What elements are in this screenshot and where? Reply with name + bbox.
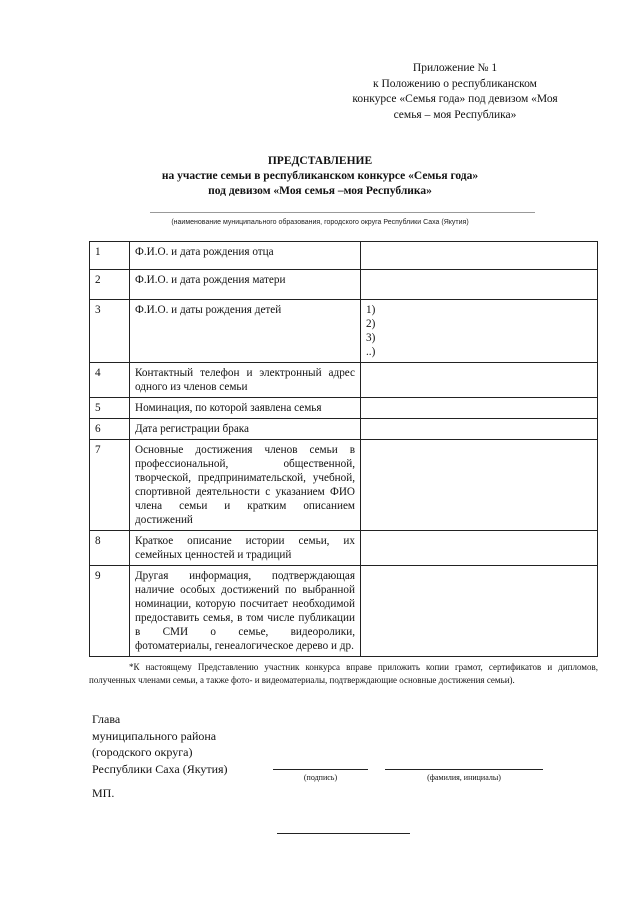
row-value-cell[interactable] <box>361 363 598 398</box>
appendix-line-3: конкурсе «Семья года» под девизом «Моя <box>352 93 558 105</box>
row-label: Ф.И.О. и даты рождения детей <box>130 300 361 363</box>
row-value-cell[interactable] <box>361 566 598 657</box>
signatory-line-1: Глава <box>92 712 121 726</box>
table-row <box>90 566 598 657</box>
row-label: Основные достижения членов семьи в профессиональной, общественной, творческой, предпринимательской, учебной, спортивной деятельности с указанием ФИО члена семьи и кратким описанием достижений <box>130 440 361 531</box>
row-number: 1 <box>90 242 130 270</box>
row-number: 9 <box>90 566 130 657</box>
title-main: ПРЕДСТАВЛЕНИЕ <box>267 155 373 167</box>
child-entry: ..) <box>366 346 376 358</box>
application-form-table <box>89 241 598 657</box>
row-number: 3 <box>90 300 130 363</box>
child-entry: 2) <box>366 318 376 330</box>
table-row <box>90 531 598 566</box>
name-caption: (фамилия, инициалы) <box>427 773 501 782</box>
row-number: 8 <box>90 531 130 566</box>
table-row <box>90 419 598 440</box>
municipality-caption: (наименование муниципального образования, городского округа Республики Саха (Якутия) <box>171 219 469 226</box>
signatory-line-2: муниципального района <box>92 728 217 743</box>
signatory-block <box>92 711 228 777</box>
title-line-2: на участие семьи в республиканском конкурсе «Семья года» <box>161 170 479 182</box>
signatory-line-3: (городского округа) <box>92 745 193 759</box>
date-line[interactable] <box>277 833 410 834</box>
title-line-3: под девизом «Моя семья –моя Республика» <box>208 185 432 197</box>
row-number: 6 <box>90 419 130 440</box>
table-row <box>90 242 598 270</box>
row-label: Ф.И.О. и дата рождения матери <box>130 270 361 300</box>
name-line[interactable] <box>385 769 543 770</box>
row-number: 7 <box>90 440 130 531</box>
signatory-line-4: Республики Саха (Якутия) <box>92 761 228 776</box>
document-title <box>0 154 640 199</box>
row-label: Дата регистрации брака <box>130 419 361 440</box>
row-number: 4 <box>90 363 130 398</box>
footnote: *К настоящему Представлению участник конкурса вправе приложить копии грамот, сертификатов и дипломов, полученных членами семьи, а также фото- и видеоматериалы, подтверждающие основные достижения семьи). <box>89 662 598 685</box>
appendix-line-4: семья – моя Республика» <box>393 108 517 121</box>
appendix-number: Приложение № 1 <box>412 62 498 74</box>
table-row <box>90 270 598 300</box>
row-label: Другая информация, подтверждающая наличие особых достижений по выбранной номинации, которую посчитает необходимой предоставить семья, в том числе публикации в СМИ о семье, видеоролики, фотоматериалы, генеалогическое дерево и др. <box>130 566 361 657</box>
municipality-fill-line <box>150 212 535 213</box>
row-value-cell[interactable] <box>361 440 598 531</box>
row-value-cell[interactable] <box>361 242 598 270</box>
stamp-placeholder: МП. <box>92 786 115 800</box>
row-value-cell[interactable] <box>361 300 598 363</box>
appendix-line-2: к Положению о республиканском <box>373 77 537 90</box>
row-label: Ф.И.О. и дата рождения отца <box>130 242 361 270</box>
row-value-cell[interactable] <box>361 419 598 440</box>
row-number: 2 <box>90 270 130 300</box>
child-entry: 1) <box>366 304 376 316</box>
signature-line[interactable] <box>273 769 368 770</box>
table-row <box>90 363 598 398</box>
signature-caption: (подпись) <box>303 773 338 782</box>
row-number: 5 <box>90 398 130 419</box>
appendix-header <box>340 61 570 123</box>
table-row <box>90 300 598 363</box>
table-row <box>90 398 598 419</box>
row-label: Краткое описание истории семьи, их семейных ценностей и традиций <box>130 531 361 566</box>
row-value-cell[interactable] <box>361 531 598 566</box>
row-value-cell[interactable] <box>361 270 598 300</box>
row-label: Контактный телефон и электронный адрес одного из членов семьи <box>130 363 361 398</box>
child-entry: 3) <box>366 332 376 344</box>
row-label: Номинация, по которой заявлена семья <box>130 398 361 419</box>
row-value-cell[interactable] <box>361 398 598 419</box>
table-row <box>90 440 598 531</box>
